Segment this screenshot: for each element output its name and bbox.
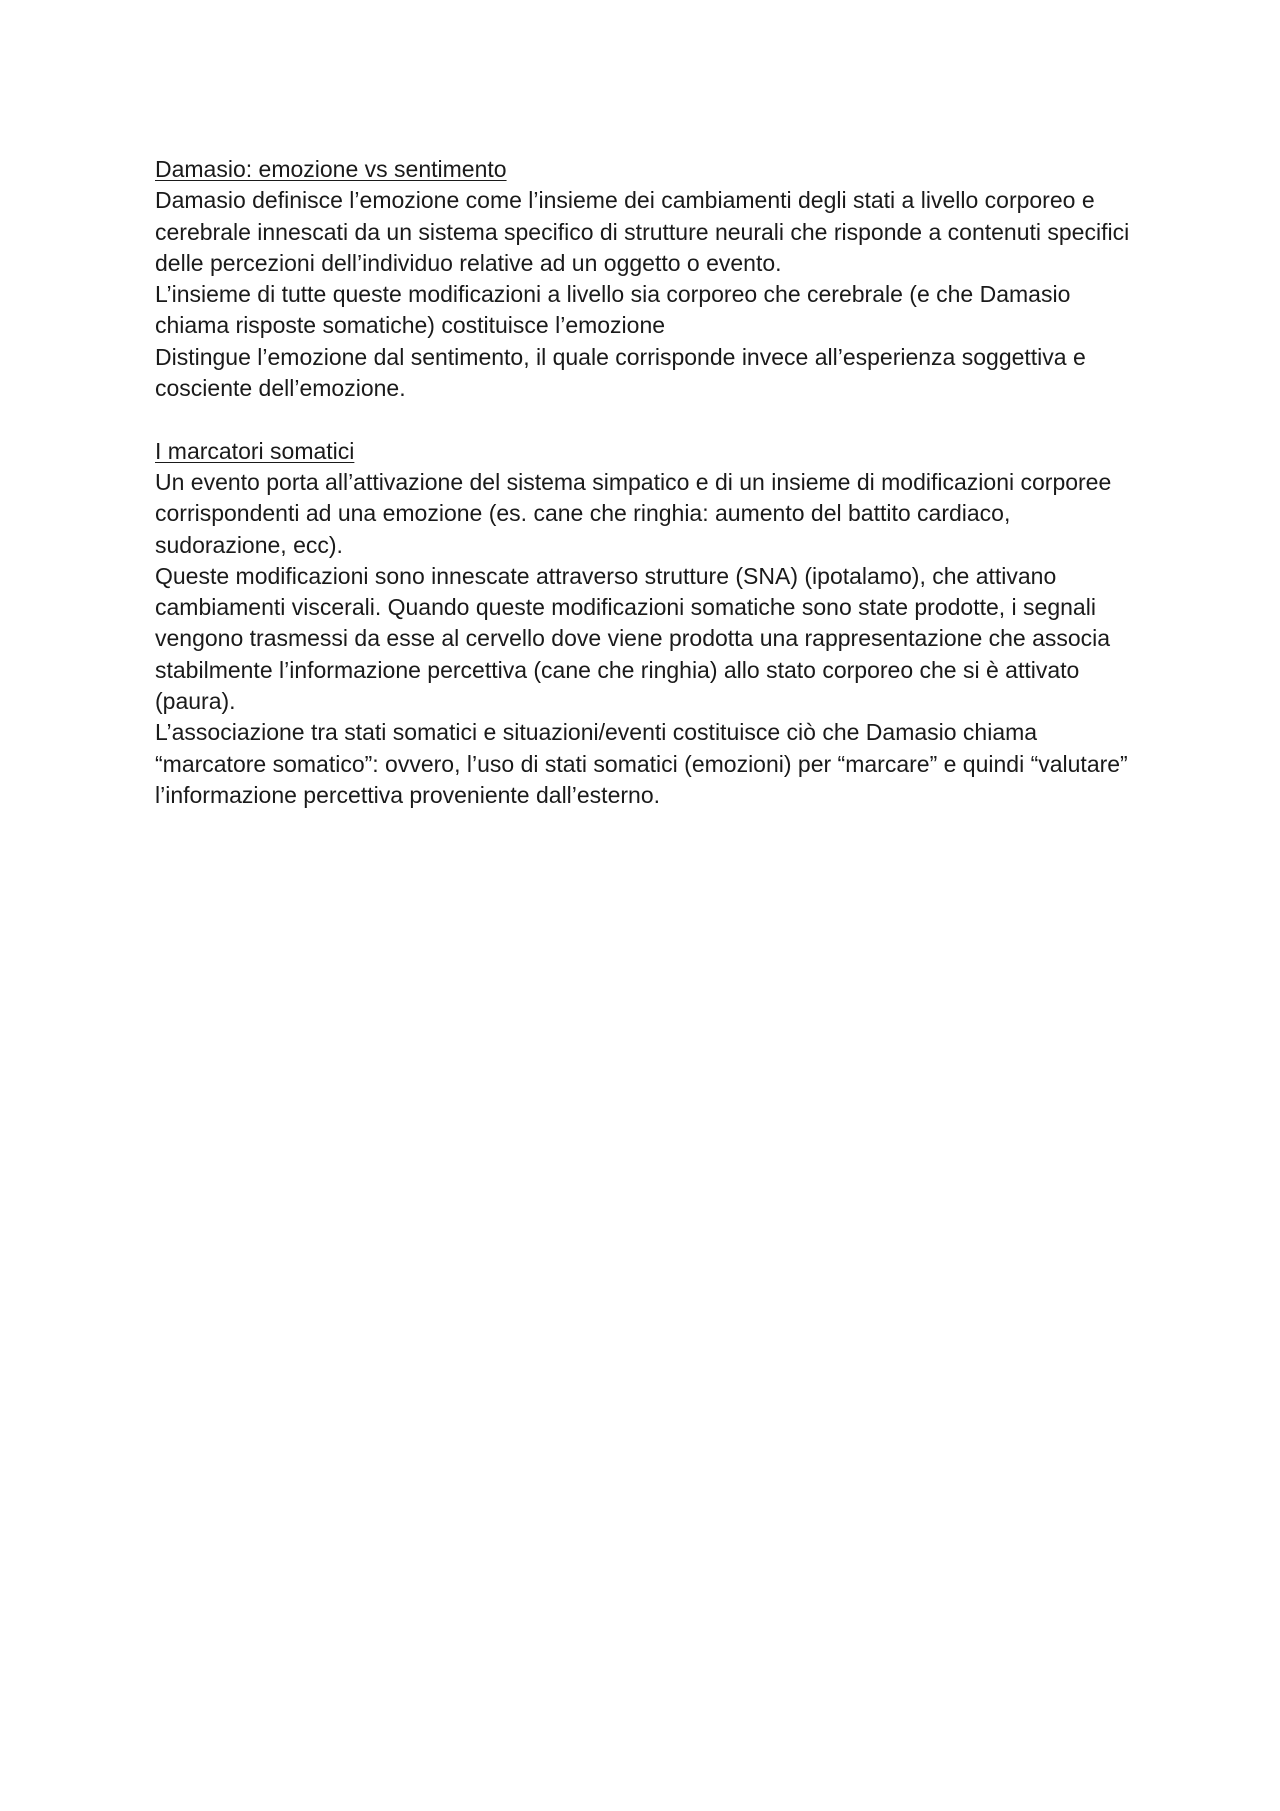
section-emozione-vs-sentimento <box>155 154 1135 404</box>
section-title: Damasio: emozione vs sentimento <box>155 156 507 182</box>
blank-line <box>155 404 1135 435</box>
paragraph: Queste modificazioni sono innescate attraverso strutture (SNA) (ipotalamo), che attivano cambiamenti viscerali. Quando queste modificazioni somatiche sono state prodotte, i segnali vengono trasmessi da esse al cervello dove viene prodotta una rappresentazione che associa stabilmente l’informazione percettiva (cane che ringhia) allo stato corporeo che si è attivato (paura). <box>155 562 1111 715</box>
section-title: I marcatori somatici <box>155 437 355 464</box>
paragraph: Distingue l’emozione dal sentimento, il quale corrisponde invece all’esperienza soggettiva e cosciente dell’emozione. <box>155 343 1086 402</box>
paragraph: L’associazione tra stati somatici e situazioni/eventi costituisce ciò che Damasio chiama “marcatore somatico”: ovvero, l’uso di stati somatici (emozioni) per “marcare” e quindi “valutare” l’informazione percettiva proveniente dall’esterno. <box>155 719 1128 808</box>
section-marcatori-somatici <box>155 436 1135 812</box>
paragraph: Un evento porta all’attivazione del sistema simpatico e di un insieme di modificazioni corporee corrispondenti ad una emozione (es. cane che ringhia: aumento del battito cardiaco, sudorazione, ecc). <box>155 468 1112 558</box>
document-body <box>155 154 1135 811</box>
paragraph: Damasio definisce l’emozione come l’insieme dei cambiamenti degli stati a livello corporeo e cerebrale innescati da un sistema specifico di strutture neurali che risponde a contenuti specifici delle percezioni dell’individuo relative ad un oggetto o evento. <box>155 187 1130 276</box>
paragraph: L’insieme di tutte queste modificazioni a livello sia corporeo che cerebrale (e che Damasio chiama risposte somatiche) costituisce l’emozione <box>155 281 1071 339</box>
